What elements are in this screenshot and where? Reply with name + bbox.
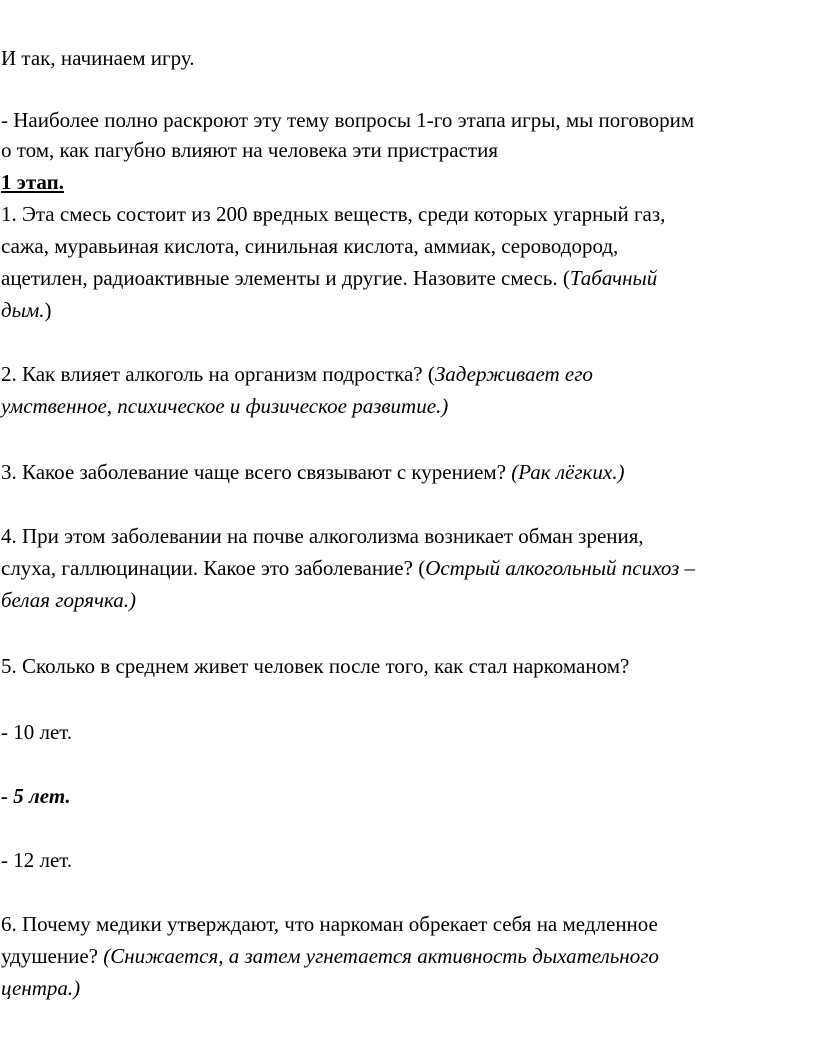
q5-option-2-correct: - 5 лет. (1, 784, 71, 808)
q2-text: 2. Как влияет алкоголь на организм подростка? ( (1, 362, 435, 386)
q1-answer: Табачный (569, 266, 658, 290)
lead-line-1: - Наиболее полно раскроют эту тему вопросы 1-го этапа игры, мы поговорим (1, 108, 695, 132)
q2-line-2: умственное, психическое и физическое развитие.) (1, 394, 449, 418)
q4-line-3: белая горячка.) (1, 588, 137, 612)
q5-question: 5. Сколько в среднем живет человек после того, как стал наркоманом? (1, 654, 630, 678)
q6-answer: (Снижается, а затем угнетается активность дыхательного (103, 944, 659, 968)
q1-answer-end: дым. (1, 298, 45, 322)
q1-line-2: сажа, муравьиная кислота, синильная кислота, аммиак, сероводород, (1, 234, 619, 258)
q3-text: 3. Какое заболевание чаще всего связывают с курением? (1, 460, 512, 484)
q3-line (1, 458, 624, 486)
q6-text: удушение? (1, 944, 104, 968)
lead-line-2: о том, как пагубно влияют на человека эти пристрастия (1, 138, 498, 162)
q1-line-3 (1, 264, 657, 292)
q2-answer: Задерживает его (434, 362, 593, 386)
q5-option-3: - 12 лет. (1, 848, 73, 872)
q4-text: слуха, галлюцинации. Какое это заболевание? ( (1, 556, 426, 580)
q5-option-1: - 10 лет. (1, 720, 73, 744)
q6-line-3: центра.) (1, 976, 81, 1000)
q1-line-1: 1. Эта смесь состоит из 200 вредных веществ, среди которых угарный газ, (1, 202, 666, 226)
q6-line-1: 6. Почему медики утверждают, что наркоман обрекает себя на медленное (1, 912, 658, 936)
intro-text: И так, начинаем игру. (1, 46, 195, 70)
q3-answer: (Рак лёгких.) (511, 460, 625, 484)
stage-heading: 1 этап. (1, 170, 64, 194)
q4-line-1: 4. При этом заболевании на почве алкоголизма возникает обман зрения, (1, 524, 644, 548)
q4-line-2 (1, 554, 695, 582)
q6-line-2 (1, 942, 659, 970)
q2-line-1 (1, 360, 593, 388)
q1-close-paren: ) (44, 298, 52, 322)
q4-answer: Острый алкогольный психоз – (425, 556, 696, 580)
q1-line-4 (1, 296, 52, 324)
q1-text: ацетилен, радиоактивные элементы и другие. Назовите смесь. ( (1, 266, 570, 290)
